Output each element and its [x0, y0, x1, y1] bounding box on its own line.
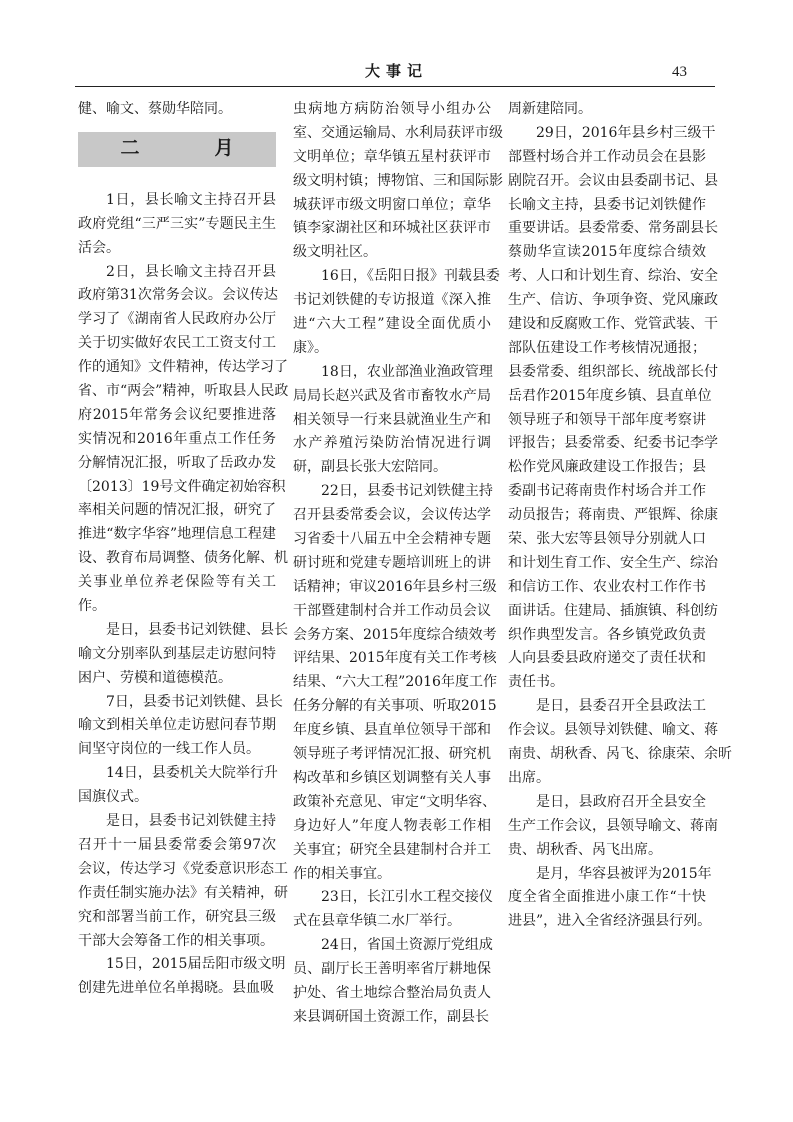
text-line: 府2015年常务会议纪要推进落 — [78, 406, 276, 423]
text-line: 结果、“六大工程”2016年度工作 — [293, 674, 497, 691]
text-line: 周新建陪同。 — [508, 101, 592, 117]
text-line: 任务分解的有关事项、听取2015 — [293, 698, 497, 715]
entry-paragraph — [508, 695, 732, 791]
text-line: 面讲话。住建局、插旗镇、科创纺 — [508, 602, 718, 619]
text-line: 虫病地方病防治领导小组办公 — [293, 101, 491, 117]
text-line: 创建先进单位名单揭晓。县血吸 — [78, 980, 274, 997]
text-line: 进“六大工程”建设全面优质小 — [293, 316, 491, 333]
text-line: 1日，县长喻文主持召开县 — [106, 191, 276, 208]
text-line: 蔡勋华宣读2015年度综合绩效 — [508, 244, 706, 261]
text-line: 〔2013〕19号文件确定初始容积 — [78, 478, 286, 495]
text-line: 喻文分别率队到基层走访慰问特 — [78, 645, 276, 662]
text-line: 度全省全面推进小康工作“十快 — [508, 889, 706, 906]
text-line: 22日，县委书记刘铁健主持 — [321, 483, 493, 500]
text-line: 15日，2015届岳阳市级文明 — [106, 956, 286, 973]
text-line: 设、教育布局调整、债务化解、机 — [78, 550, 288, 567]
text-line: 喻文到相关单位走访慰问春节期 — [78, 717, 276, 734]
text-line: 来县调研国土资源工作，副县长 — [293, 1008, 489, 1025]
text-line: 间坚守岗位的一线工作人员。 — [78, 741, 260, 758]
text-line: 责任书。 — [508, 674, 564, 691]
entry-paragraph — [293, 361, 491, 480]
text-line: 文明单位；章华镇五星村获评市 — [293, 148, 491, 165]
text-line: 剧院召开。会议由县委副书记、县 — [508, 172, 718, 189]
text-line: 局局长赵兴武及省市畜牧水产局 — [293, 387, 491, 404]
text-line: 关于切实做好农民工工资支付工 — [78, 335, 276, 352]
column-1-continuation — [78, 98, 276, 122]
text-line: 相关领导一行来县就渔业生产和 — [293, 411, 491, 428]
text-line: 南贵、胡秋香、呙飞、徐康荣、余昕 — [508, 746, 732, 763]
text-line: 评结果、2015年度有关工作考核 — [293, 650, 497, 667]
text-line: 是日，县委召开全县政法工 — [536, 698, 706, 715]
entry-paragraph — [78, 762, 276, 810]
text-line: 健、喻文、蔡勋华陪同。 — [78, 101, 232, 117]
text-line: 员、副厅长王善明率省厅耕地保 — [293, 961, 491, 978]
text-line: 23日，长江引水工程交接仪 — [321, 889, 493, 906]
entry-paragraph — [78, 189, 276, 261]
text-line: 松作党风廉政建设工作报告；县 — [508, 459, 706, 476]
text-line: 是日，县委书记刘铁健主持 — [106, 813, 276, 830]
text-line: 会务方案、2015年度综合绩效考 — [293, 626, 497, 643]
entry-paragraph — [293, 98, 503, 265]
column-1-entries — [78, 189, 289, 1001]
text-line: 16日，《岳阳日报》刊载县委 — [321, 268, 500, 285]
text-line: 动员报告；蒋南贵、严银辉、徐康 — [508, 507, 718, 524]
text-line: 和计划生育工作、安全生产、综治 — [508, 554, 718, 571]
text-line: 政策补充意见、审定“文明华容、 — [293, 793, 497, 810]
text-line: 长喻文主持，县委书记刘铁健作 — [508, 196, 706, 213]
entry-paragraph — [78, 261, 289, 619]
text-line: 构改革和乡镇区划调整有关人事 — [293, 769, 491, 786]
text-line: 干部大会筹备工作的相关事项。 — [78, 932, 274, 949]
text-line: 作会议。县领导刘铁健、喻文、蒋 — [508, 722, 718, 739]
text-line: 镇李家湖社区和环城社区获评市 — [293, 220, 491, 237]
running-header-title: 大事记 — [364, 62, 428, 80]
text-line: 作责任制实施办法》有关精神，研 — [78, 884, 288, 901]
text-line: 召开十一届县委常委会第97次 — [78, 836, 276, 853]
text-line: 身边好人”年度人物表彰工作相 — [293, 817, 491, 834]
text-line: 是日，县政府召开全县安全 — [536, 793, 706, 810]
text-line: 水产养殖污染防治情况进行调 — [293, 435, 491, 452]
text-line: 室、交通运输局、水利局获评市级 — [293, 124, 503, 141]
column-1 — [78, 98, 289, 1001]
entry-paragraph — [78, 98, 276, 122]
entry-paragraph — [508, 122, 718, 695]
text-line: 是日，县委书记刘铁健、县长 — [106, 621, 288, 638]
text-line: 政府党组“三严三实”专题民主生 — [78, 215, 276, 232]
header-rule — [75, 86, 715, 87]
entry-paragraph — [78, 691, 283, 763]
entry-paragraph — [293, 934, 491, 1030]
column-3 — [508, 98, 732, 934]
text-line: 级文明村镇；博物馆、三和国际影 — [293, 172, 503, 189]
text-line: 是月，华容县被评为2015年 — [536, 865, 712, 882]
entry-paragraph — [78, 953, 286, 1001]
text-line: 年度乡镇、县直单位领导干部和 — [293, 722, 491, 739]
text-line: 关事业单位养老保险等有关工 — [78, 574, 276, 591]
text-line: 城获评市级文明窗口单位；章华 — [293, 196, 491, 213]
month-heading: 二 月 — [78, 132, 276, 167]
column-2-entries — [293, 98, 503, 1030]
text-line: 级文明社区。 — [293, 244, 377, 261]
text-line: 荣、张大宏等县领导分别就人口 — [508, 531, 706, 548]
text-line: 考、人口和计划生育、综治、安全 — [508, 268, 718, 285]
text-line: 习省委十八届五中全会精神专题 — [293, 531, 491, 548]
text-line: 作的通知》文件精神，传达学习了 — [78, 359, 288, 376]
entry-paragraph — [293, 886, 491, 934]
text-line: 作的相关事宜。 — [293, 865, 391, 882]
entry-paragraph — [508, 791, 718, 863]
text-line: 县委常委、组织部长、统战部长付 — [508, 363, 718, 380]
text-line: 研讨班和党建专题培训班上的讲 — [293, 554, 491, 571]
text-line: 部队伍建设工作考核情况通报； — [508, 339, 706, 356]
text-line: 人向县委县政府递交了责任状和 — [508, 650, 706, 667]
text-line: 率相关问题的情况汇报，研究了 — [78, 502, 276, 519]
text-line: 部暨村场合并工作动员会在县影 — [508, 148, 706, 165]
text-line: 18日，农业部渔业渔政管理 — [321, 363, 493, 380]
entry-paragraph — [293, 480, 497, 886]
text-line: 评报告；县委常委、纪委书记李学 — [508, 435, 718, 452]
text-line: 护处、省土地综合整治局负责人 — [293, 984, 491, 1001]
text-line: 活会。 — [78, 239, 120, 256]
text-line: 式在县章华镇二水厂举行。 — [293, 913, 461, 930]
text-line: 14日，县委机关大院举行升 — [106, 765, 278, 782]
text-line: 话精神；审议2016年县乡村三级 — [293, 578, 497, 595]
text-line: 生产工作会议，县领导喻文、蒋南 — [508, 817, 718, 834]
text-line: 和信访工作、农业农村工作作书 — [508, 578, 706, 595]
text-line: 省、市“两会”精神，听取县人民政 — [78, 383, 289, 400]
text-line: 究和部署当前工作，研究县三级 — [78, 908, 276, 925]
text-line: 康》。 — [293, 339, 328, 356]
text-line: 建设和反腐败工作、党管武装、干 — [508, 316, 718, 333]
text-line: 国旗仪式。 — [78, 789, 148, 806]
text-line: 24日，省国土资源厅党组成 — [321, 937, 493, 954]
text-line: 书记刘铁健的专访报道《深入推 — [293, 292, 491, 309]
entry-paragraph — [78, 619, 288, 691]
text-line: 重要讲话。县委常委、常务副县长 — [508, 220, 718, 237]
text-line: 关事宜；研究全县建制村合并工 — [293, 841, 491, 858]
entry-paragraph — [508, 98, 706, 122]
text-line: 分解情况汇报，听取了岳政办发 — [78, 454, 276, 471]
text-line: 政府第31次常务会议。会议传达 — [78, 287, 278, 304]
text-line: 推进“数字华容”地理信息工程建 — [78, 526, 276, 543]
text-line: 29日，2016年县乡村三级干 — [536, 124, 716, 141]
text-line: 研，副县长张大宏陪同。 — [293, 459, 447, 476]
entry-paragraph — [78, 810, 288, 953]
page-number: 43 — [672, 64, 687, 80]
text-line: 出席。 — [508, 769, 550, 786]
text-line: 实情况和2016年重点工作任务 — [78, 430, 276, 447]
text-line: 织作典型发言。各乡镇党政负责 — [508, 626, 706, 643]
text-line: 领导班子考评情况汇报、研究机 — [293, 746, 491, 763]
text-line: 2日，县长喻文主持召开县 — [106, 263, 276, 280]
text-line: 7日，县委书记刘铁健、县长 — [106, 693, 283, 710]
text-line: 会议，传达学习《党委意识形态工 — [78, 860, 288, 877]
text-line: 领导班子和领导干部年度考察讲 — [508, 411, 706, 428]
text-line: 贵、胡秋香、呙飞出席。 — [508, 841, 662, 858]
text-line: 召开县委常委会议，会议传达学 — [293, 507, 491, 524]
column-3-entries — [508, 98, 732, 934]
text-line: 学习了《湖南省人民政府办公厅 — [78, 311, 276, 328]
column-2 — [293, 98, 503, 1030]
text-line: 生产、信访、争项争资、党风廉政 — [508, 292, 718, 309]
text-line: 作。 — [78, 598, 106, 615]
text-line: 干部暨建制村合并工作动员会议 — [293, 602, 491, 619]
text-line: 进县”，进入全省经济强县行列。 — [508, 913, 712, 930]
entry-paragraph — [508, 863, 712, 935]
text-line: 岳君作2015年度乡镇、县直单位 — [508, 387, 712, 404]
text-line: 委副书记蒋南贵作村场合并工作 — [508, 483, 706, 500]
text-line: 困户、劳模和道德模范。 — [78, 669, 232, 686]
entry-paragraph — [293, 265, 500, 361]
